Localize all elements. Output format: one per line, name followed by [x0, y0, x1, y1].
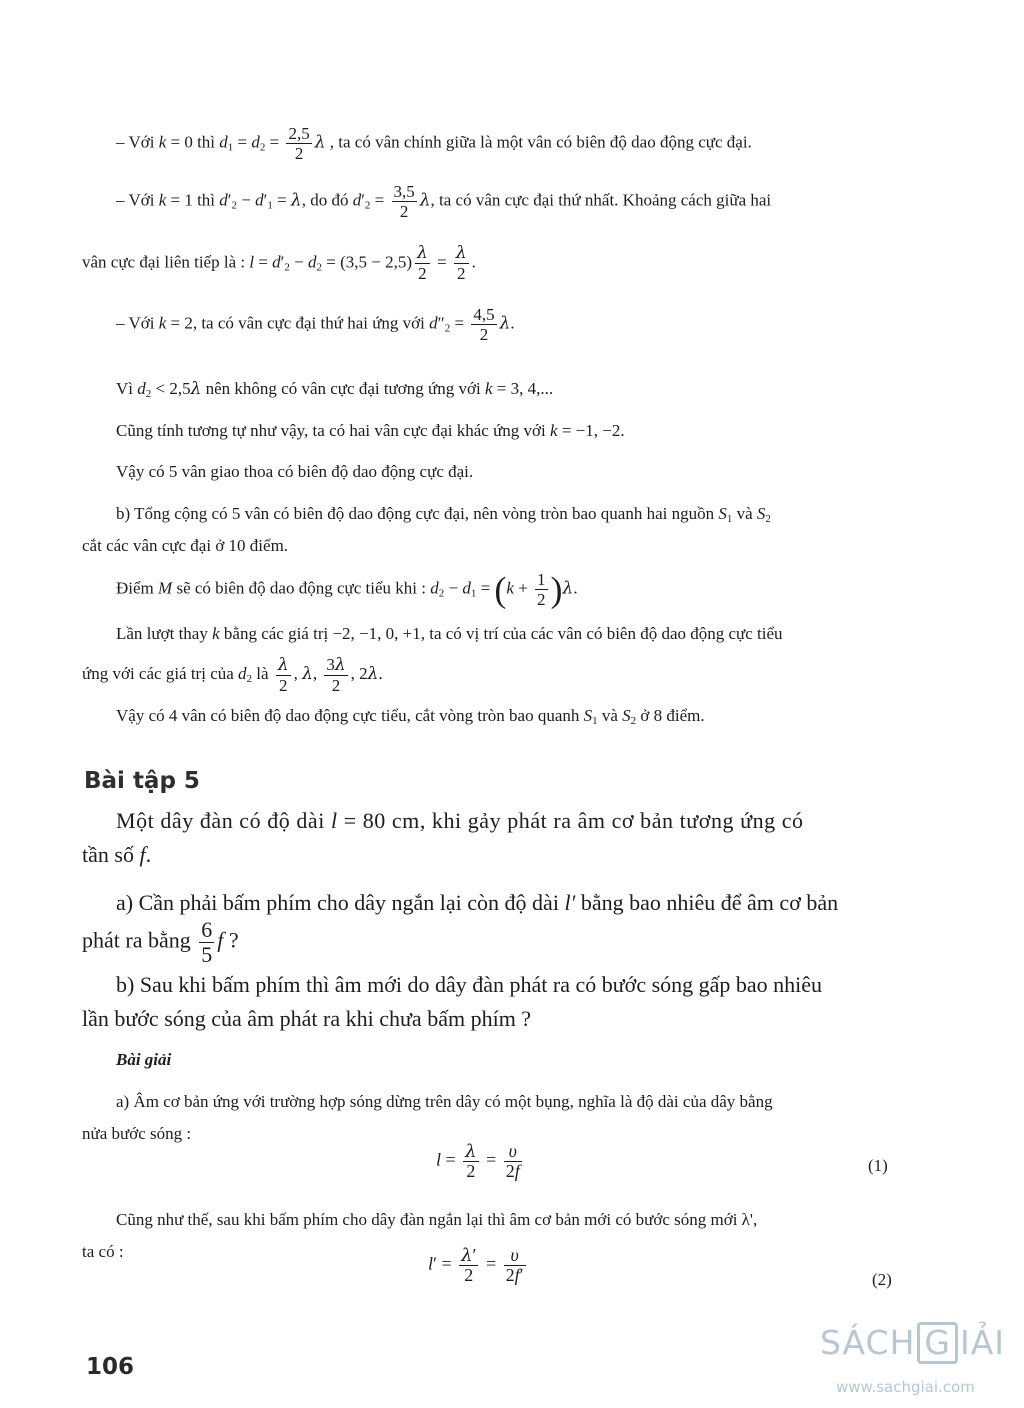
watermark-logo: [820, 1322, 1005, 1364]
text-fragment: và: [736, 504, 753, 523]
text-line-five-max: Vậy có 5 vân giao thoa có biên độ dao động cực đại.: [116, 462, 474, 481]
text-fragment: vân cực đại liên tiếp là :: [82, 252, 246, 272]
text-fragment: , ta có vân cực đại thứ hai ứng với: [192, 313, 425, 333]
text-fragment: , ta có vân cực đại thứ nhất. Khoảng cách giữa hai: [430, 190, 772, 210]
text-fragment: bằng bao nhiêu để âm cơ bản: [580, 890, 839, 915]
text-fragment: = 80 cm, khi gảy phát ra âm cơ bản tương ứng có: [343, 808, 804, 833]
text-fragment: bằng các giá trị −2, −1, 0, +1, ta có vị trí của các vân có biên độ dao động cực tiểu: [223, 624, 783, 643]
solution-line-2: nửa bước sóng :: [82, 1124, 192, 1143]
solution-line-4: ta có :: [82, 1242, 124, 1261]
text-line-ten-points: cắt các vân cực đại ở 10 điểm.: [82, 536, 289, 555]
text-fragment: phát ra bằng: [82, 927, 191, 953]
text-line-other-max: Cũng tính tương tự như vậy, ta có hai vân cực đại khác ứng với k = −1, −2.: [116, 421, 625, 440]
text-fragment: b) Tổng cộng có 5 vân có biên độ dao động cực đại, nên vòng tròn bao quanh hai nguồn: [116, 504, 715, 523]
text-fragment: a) Cần phải bấm phím cho dây ngắn lại còn độ dài: [116, 890, 559, 915]
problem-line-2: tần số f.: [82, 842, 152, 867]
equation-2: l′ = $\frac{\lambda'}{2}$ = $\frac{\upsilon}{2f'}$: [428, 1245, 524, 1285]
equation-2-number: (2): [872, 1270, 892, 1289]
text-fragment: sẽ có biên độ dao động cực tiểu khi :: [176, 578, 426, 598]
text-line-k2: – Với k = 2, ta có vân cực đại thứ hai ứng với $d''_2$ = $\frac{4,5}{2}$ λ.: [116, 305, 515, 344]
problem-part-a-cont: phát ra bằng $\frac{6}{5}$ f ?: [82, 917, 239, 967]
text-line-k0: – Với k = 0 thì $d_1 = d_2$ = $\frac{2,5}{2}$ λ , ta có vân chính giữa là một vân có biên độ dao động cực đại.: [116, 124, 752, 163]
equation-1-number: (1): [868, 1156, 888, 1175]
text-line-spacing: vân cực đại liên tiếp là : $l = d'_2 - d_2 = (3,5 - 2,5)$ $\frac{\lambda}{2}$ = $\frac{\lambda}{2}$ .: [82, 243, 476, 283]
equation-1: l = $\frac{\lambda}{2}$ = $\frac{\upsilon}{2f}$: [436, 1141, 520, 1181]
text-fragment: – Với: [116, 190, 155, 210]
watermark-logo-box: G: [917, 1322, 958, 1364]
watermark-logo-text: SÁCH: [820, 1323, 916, 1362]
text-fragment: , ta có vân chính giữa là một vân có biên độ dao động cực đại.: [329, 132, 752, 152]
text-fragment: và: [601, 706, 618, 725]
text-fragment: nên không có vân cực đại tương ứng với: [205, 379, 481, 398]
text-fragment: Vì: [116, 379, 133, 398]
text-line-substitute: Lần lượt thay k bằng các giá trị −2, −1, 0, +1, ta có vị trí của các vân có biên độ dao động cực tiểu: [116, 624, 783, 643]
solution-line-3: Cũng như thế, sau khi bấm phím cho dây đàn ngắn lại thì âm cơ bản mới có bước sóng mới λ',: [116, 1210, 758, 1229]
text-fragment: Vậy có 4 vân có biên độ dao động cực tiểu, cắt vòng tròn bao quanh: [116, 706, 580, 725]
watermark-url: www.sachgiai.com: [836, 1378, 975, 1396]
page-number: 106: [86, 1354, 135, 1380]
text-fragment: là: [256, 663, 269, 683]
exercise-heading: Bài tập 5: [84, 768, 200, 794]
text-fragment: Cũng tính tương tự như vậy, ta có hai vân cực đại khác ứng với: [116, 421, 546, 440]
problem-line-1: Một dây đàn có độ dài l = 80 cm, khi gảy phát ra âm cơ bản tương ứng có: [116, 808, 804, 833]
text-fragment: Một dây đàn có độ dài: [116, 808, 325, 833]
text-fragment: ứng với các giá trị của: [82, 663, 234, 683]
text-fragment: ở 8 điểm.: [640, 706, 705, 725]
solution-line-1: a) Âm cơ bản ứng với trường hợp sóng dừng trên dây có một bụng, nghĩa là độ dài của dây bằng: [116, 1092, 773, 1111]
text-fragment: – Với: [116, 313, 155, 333]
solution-title: Bài giải: [116, 1050, 172, 1069]
text-fragment: Lần lượt thay: [116, 624, 208, 643]
text-line-k1: – Với k = 1 thì $d'_2 - d'_1 = \lambda$, do đó $d'_2$ = $\frac{3,5}{2}$ λ, ta có vân cực đại thứ nhất. Khoảng cách giữa hai: [116, 182, 772, 221]
text-line-part-b: b) Tổng cộng có 5 vân có biên độ dao động cực đại, nên vòng tròn bao quanh hai nguồn $S_1$ và $S_2$: [116, 504, 771, 525]
text-fragment: tần số: [82, 842, 134, 867]
text-line-min-condition: Điểm M sẽ có biên độ dao động cực tiểu khi : $d_2 - d_1 = (k$ + $\frac{1}{2}$ )λ.: [116, 569, 578, 610]
text-line-min-values: ứng với các giá trị của $d_2$ là $\frac{\lambda}{2}$ , λ, $\frac{3\lambda}{2}$ , 2λ.: [82, 654, 383, 695]
text-line-no-max: Vì $d_2 < 2,5\lambda$ nên không có vân cực đại tương ứng với k = 3, 4,...: [116, 379, 554, 400]
text-line-eight-points: Vậy có 4 vân có biên độ dao động cực tiểu, cắt vòng tròn bao quanh $S_1$ và $S_2$ ở 8 điểm.: [116, 706, 705, 727]
problem-part-b-cont: lần bước sóng của âm phát ra khi chưa bấm phím ?: [82, 1006, 532, 1031]
watermark-logo-text: IẢI: [960, 1323, 1006, 1362]
text-fragment: Điểm: [116, 578, 154, 598]
problem-part-a: a) Cần phải bấm phím cho dây ngắn lại còn độ dài l′ bằng bao nhiêu để âm cơ bản: [116, 890, 839, 915]
problem-part-b: b) Sau khi bấm phím thì âm mới do dây đàn phát ra có bước sóng gấp bao nhiêu: [116, 972, 823, 997]
text-fragment: – Với: [116, 132, 155, 152]
